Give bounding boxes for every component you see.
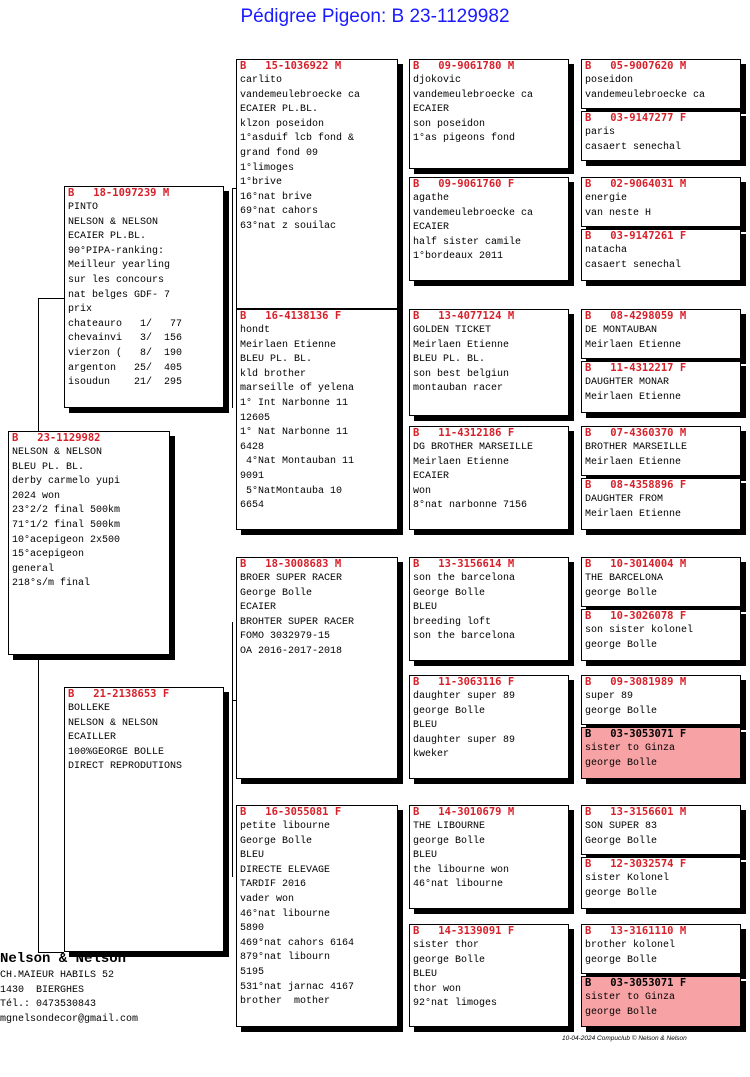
pedigree-card-gen3: [409, 924, 569, 1027]
detail-line: 16°nat brive: [240, 191, 313, 203]
detail-line: george Bolle: [585, 639, 658, 651]
detail-line: 5195: [240, 966, 265, 978]
detail-line: kld brother: [240, 368, 307, 380]
pedigree-card-gen3: [409, 177, 569, 281]
pedigree-card-gen4: [581, 177, 741, 227]
ring-number: B 11-4312186 F: [413, 427, 515, 439]
detail-line: kweker: [413, 749, 450, 761]
detail-line: hondt: [240, 325, 271, 336]
detail-line: 1°limoges: [240, 162, 295, 174]
pedigree-card-gen2: [236, 805, 398, 1027]
ring-number: B 13-3156601 M: [585, 806, 687, 818]
pedigree-card-gen4: [581, 361, 741, 413]
detail-line: energie: [585, 193, 628, 204]
ring-number: B 13-4077124 M: [413, 310, 515, 322]
detail-line: ECAIER: [413, 471, 450, 483]
pedigree-card-sire: [64, 186, 224, 408]
detail-line: ECAIER: [413, 222, 450, 234]
detail-line: BOLLEKE: [68, 703, 111, 714]
detail-line: BROTHER MARSEILLE: [585, 442, 688, 453]
detail-line: ECAILLER: [68, 732, 117, 744]
detail-line: 1° Int Narbonne 11: [240, 397, 349, 409]
ring-number: B 10-3026078 F: [585, 610, 687, 622]
pedigree-card-gen4: [581, 426, 741, 476]
pigeon-details: [582, 990, 740, 1020]
detail-line: 9091: [240, 470, 265, 482]
pedigree-card-gen2: [236, 557, 398, 779]
ring-number: B 09-9061760 F: [413, 178, 515, 190]
pigeon-details: [582, 741, 740, 771]
pigeon-details: [410, 938, 568, 1012]
pedigree-card-gen4-highlighted: [581, 727, 741, 779]
detail-line: DIRECT REPRODUTIONS: [68, 761, 183, 773]
connector-line: [38, 298, 39, 432]
owner-city: 1430 BIERGHES: [0, 984, 85, 996]
detail-line: DIRECTE ELEVAGE: [240, 864, 331, 876]
pedigree-card-gen4-highlighted: [581, 976, 741, 1027]
pedigree-card-gen3: [409, 426, 569, 530]
pedigree-card-gen4: [581, 805, 741, 855]
pigeon-details: [410, 191, 568, 265]
detail-line: Meirlaen Etienne: [585, 508, 682, 520]
detail-line: klzon poseidon: [240, 118, 325, 130]
detail-line: vierzon ( 8/ 190: [68, 347, 183, 359]
detail-line: poseidon: [585, 75, 634, 86]
detail-line: BLEU PL. BL.: [12, 461, 85, 473]
detail-line: general: [12, 563, 55, 575]
detail-line: 4°Nat Montauban 11: [240, 456, 355, 468]
ring-number: B 08-4358896 F: [585, 479, 687, 491]
detail-line: prix: [68, 304, 93, 316]
ring-number: B 23-1129982: [12, 432, 101, 444]
detail-line: brother mother: [240, 996, 331, 1008]
detail-line: BLEU PL. BL.: [240, 354, 313, 366]
detail-line: petite libourne: [240, 821, 331, 832]
connector-line: [38, 298, 64, 299]
detail-line: son sister kolonel: [585, 625, 694, 636]
detail-line: daughter super 89: [413, 734, 516, 746]
detail-line: GOLDEN TICKET: [413, 325, 492, 336]
ring-number: B 18-3008683 M: [240, 558, 342, 570]
detail-line: vandemeulebroecke ca: [240, 89, 361, 101]
pedigree-card-gen2: [236, 309, 398, 530]
pigeon-details: [410, 689, 568, 763]
pigeon-details: [582, 623, 740, 653]
detail-line: George Bolle: [585, 835, 658, 847]
detail-line: vandemeulebroecke ca: [413, 89, 534, 101]
detail-line: casaert senechal: [585, 141, 682, 153]
detail-line: sister Kolonel: [585, 873, 670, 884]
detail-line: sister thor: [413, 940, 480, 951]
detail-line: George Bolle: [413, 587, 486, 599]
connector-line: [38, 655, 39, 952]
detail-line: THE LIBOURNE: [413, 821, 486, 832]
pedigree-card-gen3: [409, 805, 569, 909]
detail-line: BLEU: [240, 850, 265, 862]
ring-number: B 15-1036922 M: [240, 60, 342, 72]
pigeon-details: [582, 819, 740, 849]
detail-line: 71°1/2 final 500km: [12, 519, 121, 531]
pigeon-details: [582, 571, 740, 601]
detail-line: george Bolle: [585, 757, 658, 769]
detail-line: son poseidon: [413, 118, 486, 130]
detail-line: ECAIER: [413, 104, 450, 116]
detail-line: Meirlaen Etienne: [585, 391, 682, 403]
owner-name: Nelson & Nelson: [0, 951, 127, 967]
pigeon-details: [65, 701, 223, 775]
pigeon-details: [410, 571, 568, 645]
detail-line: casaert senechal: [585, 259, 682, 271]
detail-line: george Bolle: [413, 705, 486, 717]
detail-line: PINTO: [68, 202, 99, 213]
detail-line: the libourne won: [413, 864, 510, 876]
pigeon-details: [582, 243, 740, 273]
detail-line: ECAIER PL.BL.: [240, 104, 319, 116]
detail-line: paris: [585, 127, 616, 138]
detail-line: breeding loft: [413, 616, 492, 628]
pedigree-card-gen3: [409, 557, 569, 661]
detail-line: 63°nat z souilac: [240, 220, 337, 232]
pigeon-details: [237, 571, 397, 660]
detail-line: chevainvi 3/ 156: [68, 333, 183, 345]
pedigree-card-gen4: [581, 478, 741, 530]
page-title: Pédigree Pigeon: B 23-1129982: [240, 6, 510, 27]
detail-line: marseille of yelena: [240, 383, 355, 395]
pigeon-details: [582, 440, 740, 470]
detail-line: 15°acepigeon: [12, 549, 85, 561]
pigeon-details: [237, 323, 397, 514]
pigeon-details: [582, 191, 740, 221]
pigeon-details: [410, 819, 568, 893]
ring-number: B 03-3053071 F: [585, 728, 687, 740]
pigeon-details: [582, 871, 740, 901]
ring-number: B 14-3139091 F: [413, 925, 515, 937]
pigeon-details: [582, 492, 740, 522]
ring-number: B 03-9147261 F: [585, 230, 687, 242]
detail-line: george Bolle: [413, 954, 486, 966]
owner-email[interactable]: mgnelsondecor@gmail.com: [0, 1013, 139, 1025]
detail-line: vader won: [240, 893, 295, 905]
detail-line: DE MONTAUBAN: [585, 325, 658, 336]
ring-number: B 09-9061780 M: [413, 60, 515, 72]
pedigree-card-gen4: [581, 609, 741, 661]
detail-line: 6428: [240, 441, 265, 453]
pedigree-card-gen4: [581, 229, 741, 281]
detail-line: TARDIF 2016: [240, 879, 307, 891]
pigeon-details: [9, 445, 169, 592]
detail-line: 469°nat cahors 6164: [240, 937, 355, 949]
pigeon-details: [410, 323, 568, 397]
detail-line: george Bolle: [413, 835, 486, 847]
ring-number: B 09-3081989 M: [585, 676, 687, 688]
detail-line: THE BARCELONA: [585, 573, 664, 584]
ring-number: B 13-3156614 M: [413, 558, 515, 570]
detail-line: BLEU: [413, 720, 438, 732]
detail-line: 90°PIPA-ranking:: [68, 245, 165, 257]
ring-number: B 08-4298059 M: [585, 310, 687, 322]
detail-line: Meirlaen Etienne: [413, 339, 510, 351]
detail-line: Meirlaen Etienne: [585, 456, 682, 468]
detail-line: sister to Ginza: [585, 743, 676, 754]
ring-number: B 21-2138653 F: [68, 688, 170, 700]
ring-number: B 16-4138136 F: [240, 310, 342, 322]
ring-number: B 03-9147277 F: [585, 112, 687, 124]
detail-line: DAUGHTER FROM: [585, 494, 664, 505]
detail-line: BLEU PL. BL.: [413, 354, 486, 366]
detail-line: won: [413, 485, 432, 497]
detail-line: 1°bordeaux 2011: [413, 251, 504, 263]
detail-line: Meilleur yearling: [68, 260, 171, 272]
ring-number: B 13-3161110 M: [585, 925, 687, 937]
ring-number: B 14-3010679 M: [413, 806, 515, 818]
detail-line: vandemeulebroecke ca: [413, 207, 534, 219]
detail-line: 10°acepigeon 2x500: [12, 534, 121, 546]
detail-line: super 89: [585, 691, 634, 702]
pigeon-details: [582, 125, 740, 155]
detail-line: FOMO 3032979-15: [240, 631, 331, 643]
ring-number: B 11-3063116 F: [413, 676, 515, 688]
pigeon-details: [582, 323, 740, 353]
detail-line: george Bolle: [585, 887, 658, 899]
pigeon-details: [582, 938, 740, 968]
detail-line: vandemeulebroecke ca: [585, 89, 706, 101]
pedigree-card-gen3: [409, 675, 569, 779]
detail-line: george Bolle: [585, 587, 658, 599]
pedigree-card-gen3: [409, 59, 569, 169]
detail-line: 1°asduif lcb fond &: [240, 133, 355, 145]
pigeon-details: [582, 73, 740, 103]
detail-line: NELSON & NELSON: [12, 447, 103, 458]
detail-line: nat belges GDF- 7: [68, 289, 171, 301]
footer-credit: 10-04-2024 Compuclub © Nelson & Nelson: [562, 1035, 687, 1042]
detail-line: 6654: [240, 500, 265, 512]
pedigree-card-gen4: [581, 111, 741, 161]
detail-line: George Bolle: [240, 835, 313, 847]
detail-line: Meirlaen Etienne: [585, 339, 682, 351]
pigeon-details: [65, 200, 223, 391]
detail-line: ECAIER: [240, 602, 277, 614]
detail-line: van neste H: [585, 207, 652, 219]
detail-line: grand fond 09: [240, 147, 319, 159]
detail-line: son the barcelona: [413, 573, 516, 584]
detail-line: BROER SUPER RACER: [240, 573, 343, 584]
detail-line: brother kolonel: [585, 940, 676, 951]
detail-line: george Bolle: [585, 1006, 658, 1018]
detail-line: djokovic: [413, 75, 462, 86]
detail-line: george Bolle: [585, 954, 658, 966]
ring-number: B 16-3055081 F: [240, 806, 342, 818]
detail-line: son the barcelona: [413, 631, 516, 643]
detail-line: 46°nat libourne: [240, 908, 331, 920]
owner-phone: Tél.: 0473530843: [0, 999, 97, 1010]
detail-line: argenton 25/ 405: [68, 362, 183, 374]
pedigree-card-dam: [64, 687, 224, 952]
pedigree-card-gen3: [409, 309, 569, 416]
detail-line: thor won: [413, 983, 462, 995]
pedigree-card-subject: [8, 431, 170, 655]
detail-line: montauban racer: [413, 383, 504, 395]
detail-line: BROHTER SUPER RACER: [240, 616, 355, 628]
detail-line: DG BROTHER MARSEILLE: [413, 442, 534, 453]
detail-line: 5890: [240, 923, 265, 935]
detail-line: BLEU: [413, 850, 438, 862]
pedigree-card-gen4: [581, 557, 741, 607]
detail-line: Meirlaen Etienne: [413, 456, 510, 468]
detail-line: 69°nat cahors: [240, 206, 319, 218]
detail-line: Meirlaen Etienne: [240, 339, 337, 351]
pedigree-card-gen4: [581, 857, 741, 909]
detail-line: half sister camile: [413, 236, 522, 248]
detail-line: 218°s/m final: [12, 578, 91, 590]
connector-line: [232, 188, 233, 408]
pigeon-details: [582, 375, 740, 405]
pedigree-card-gen4: [581, 924, 741, 974]
connector-line: [232, 622, 233, 877]
detail-line: 1°as pigeons fond: [413, 133, 516, 145]
detail-line: natacha: [585, 245, 628, 256]
ring-number: B 05-9007620 M: [585, 60, 687, 72]
detail-line: 23°2/2 final 500km: [12, 505, 121, 517]
detail-line: 879°nat libourn: [240, 952, 331, 964]
pigeon-details: [237, 73, 397, 235]
detail-line: sur les concours: [68, 274, 165, 286]
ring-number: B 02-9064031 M: [585, 178, 687, 190]
pigeon-details: [237, 819, 397, 1010]
pedigree-card-gen4: [581, 59, 741, 109]
ring-number: B 03-3053071 F: [585, 977, 687, 989]
pedigree-card-gen2: [236, 59, 398, 309]
detail-line: 12605: [240, 412, 271, 424]
detail-line: sister to Ginza: [585, 992, 676, 1003]
pigeon-details: [410, 73, 568, 147]
detail-line: 2024 won: [12, 490, 61, 502]
detail-line: DAUGHTER MONAR: [585, 377, 670, 388]
detail-line: 46°nat libourne: [413, 879, 504, 891]
owner-address: CH.MAIEUR HABILS 52: [0, 970, 115, 981]
detail-line: agathe: [413, 193, 450, 204]
detail-line: NELSON & NELSON: [68, 216, 159, 228]
ring-number: B 11-4312217 F: [585, 362, 687, 374]
detail-line: OA 2016-2017-2018: [240, 645, 343, 657]
owner-block: [0, 950, 138, 1027]
detail-line: 1° Nat Narbonne 11: [240, 427, 349, 439]
pedigree-card-gen4: [581, 675, 741, 725]
detail-line: ECAIER PL.BL.: [68, 231, 147, 243]
pigeon-details: [410, 440, 568, 514]
detail-line: 1°brive: [240, 177, 283, 189]
pigeon-details: [582, 689, 740, 719]
ring-number: B 12-3032574 F: [585, 858, 687, 870]
detail-line: SON SUPER 83: [585, 821, 658, 832]
detail-line: isoudun 21/ 295: [68, 377, 183, 389]
detail-line: derby carmelo yupi: [12, 476, 121, 488]
detail-line: 8°nat narbonne 7156: [413, 500, 528, 512]
ring-number: B 10-3014004 M: [585, 558, 687, 570]
detail-line: chateauro 1/ 77: [68, 318, 183, 330]
ring-number: B 07-4360370 M: [585, 427, 687, 439]
detail-line: BLEU: [413, 969, 438, 981]
detail-line: 5°NatMontauba 10: [240, 485, 343, 497]
detail-line: son best belgiun: [413, 368, 510, 380]
detail-line: NELSON & NELSON: [68, 717, 159, 729]
detail-line: carlito: [240, 75, 283, 86]
detail-line: daughter super 89: [413, 691, 516, 702]
detail-line: 531°nat jarnac 4167: [240, 981, 355, 993]
pedigree-card-gen4: [581, 309, 741, 359]
detail-line: George Bolle: [240, 587, 313, 599]
ring-number: B 18-1097239 M: [68, 187, 170, 199]
detail-line: BLEU: [413, 602, 438, 614]
detail-line: 92°nat limoges: [413, 998, 498, 1010]
detail-line: 100%GEORGE BOLLE: [68, 746, 165, 758]
detail-line: george Bolle: [585, 705, 658, 717]
